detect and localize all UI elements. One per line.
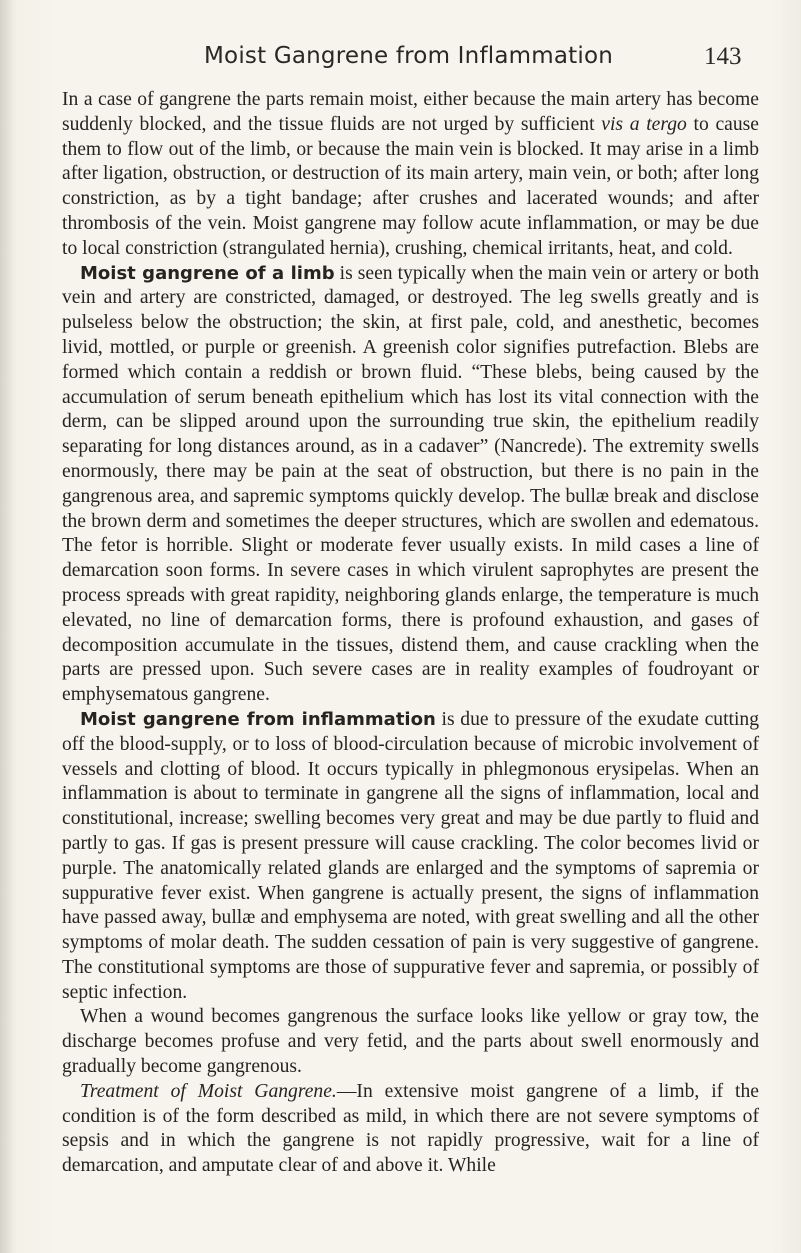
body-text — [62, 88, 759, 1179]
section-heading: Moist gangrene of a limb — [80, 262, 335, 284]
italic-heading: Treatment of Moist Gangrene. — [80, 1080, 337, 1102]
paragraph-moist-gangrene-limb: Moist gangrene of a limb is seen typically when the main vein or artery or both vein and artery are constricted, damaged, or destroyed. The leg swells greatly and is pulseless below the obstruction; the skin, at first pale, cold, and anesthetic, becomes livid, mottled, or purple or greenish. A greenish color signifies putrefaction. Blebs are formed which contain a reddish or brown fluid. “These blebs, being caused by the accumulation of serum beneath epithelium which has lost its vital connection with the derm, can be slipped around upon the surrounding true skin, the epithelium readily separating for long distances around, as in a cadaver” (Nancrede). The extremity swells enormously, there may be pain at the seat of obstruction, but there is no pain in the gangrenous area, and sapremic symptoms quickly develop. The bullæ break and disclose the brown derm and sometimes the deeper structures, which are swollen and edematous. The fetor is horrible. Slight or moderate fever usually exists. In mild cases a line of demarcation soon forms. In severe cases in which virulent saprophytes are present the process spreads with great rapidity, neighboring glands enlarge, the temperature is much elevated, no line of demarcation forms, there is profound exhaustion, and gases of decomposition accumulate in the tissues, distend them, and cause crackling when the parts are pressed upon. Such severe cases are in reality examples of foudroyant or emphysematous gangrene. — [62, 262, 759, 706]
latin-phrase: vis a tergo — [601, 113, 687, 135]
page-number: 143 — [704, 43, 742, 70]
paragraph-intro: In a case of gangrene the parts remain moist, either because the main artery has become suddenly blocked, and the tissue fluids are not urged by sufficient vis a tergo to cause them to flow out of the limb, or because the main vein is blocked. It may arise in a limb after ligation, obstruction, or destruction of its main artery, main vein, or both; after long constriction, as by a tight bandage; after crushes and lacerated wounds; and after thrombosis of the vein. Moist gangrene may follow acute inflammation, or may be due to local constriction (strangulated hernia), crushing, chemical irritants, heat, and cold. — [62, 89, 759, 259]
paragraph-moist-gangrene-inflammation: Moist gangrene from inflammation is due to pressure of the exudate cutting off the blood-supply, or to loss of blood-circulation because of microbic involvement of vessels and clotting of blood. It occurs typically in phlegmonous erysipelas. When an inflammation is about to terminate in gangrene all the signs of inflammation, local and constitutional, increase; swelling becomes very great and may be due partly to fluid and partly to gas. If gas is present pressure will cause crackling. The color becomes livid or purple. The anatomically related glands are enlarged and the symptoms of sapremia or suppurative fever exist. When gangrene is actually present, the signs of inflammation have passed away, bullæ and emphysema are noted, with great swelling and all the other symptoms of molar death. The sudden cessation of pain is very suggestive of gangrene. The constitutional symptoms are those of suppurative fever and sapremia, or possibly of septic infection. — [62, 708, 759, 1003]
page-header — [0, 43, 801, 83]
paragraph-treatment: Treatment of Moist Gangrene.—In extensive moist gangrene of a limb, if the condition is of the form described as mild, in which there are not severe symptoms of sepsis and in which the gangrene is not rapidly progressive, wait for a line of demarcation, and amputate clear of and above it. While — [62, 1080, 759, 1177]
page-edge-shadow — [0, 0, 14, 1253]
paragraph-wound-gangrene: When a wound becomes gangrenous the surface looks like yellow or gray tow, the discharge becomes profuse and very fetid, and the parts about swell enormously and gradually become gangrenous. — [62, 1006, 759, 1078]
running-title: Moist Gangrene from Inflammation — [204, 43, 613, 69]
section-heading: Moist gangrene from inflammation — [80, 708, 436, 730]
